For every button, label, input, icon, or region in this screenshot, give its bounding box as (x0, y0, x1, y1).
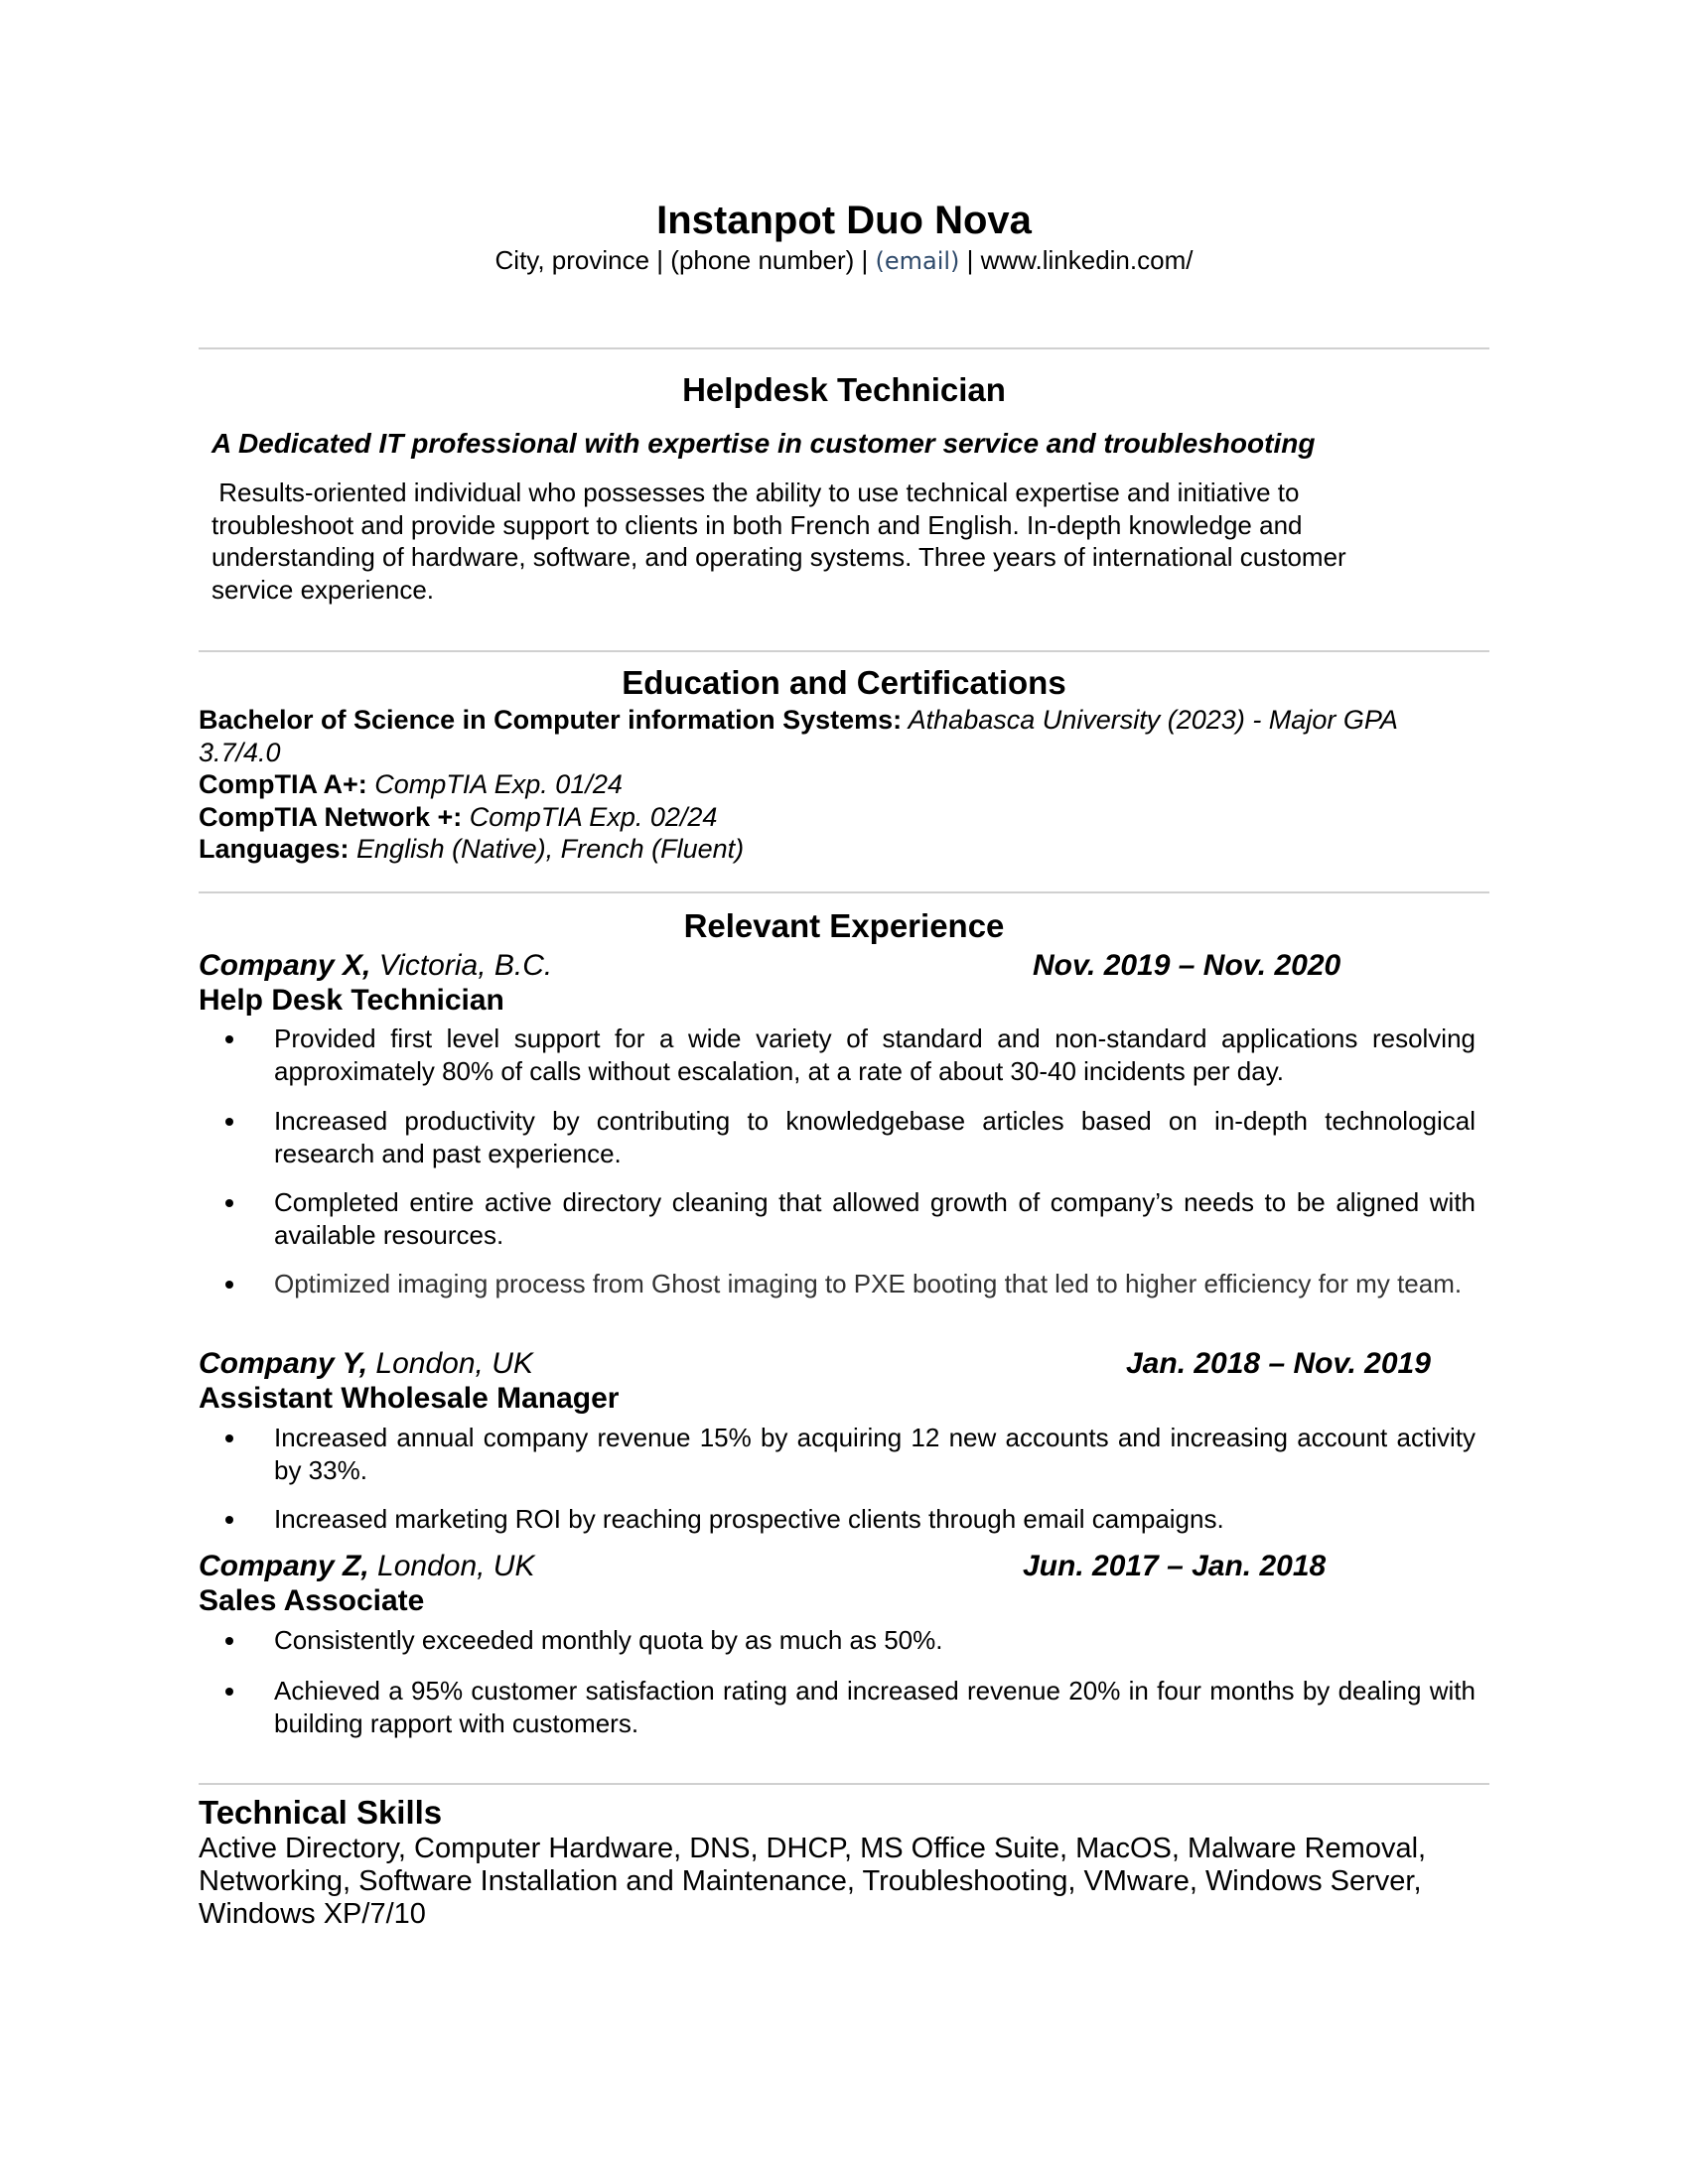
tagline: A Dedicated IT professional with expertise in customer service and troubleshooting (211, 428, 1316, 459)
skills-heading: Technical Skills (199, 1794, 443, 1831)
summary-line: troubleshoot and provide support to clients in both French and English. In-depth knowledge and (211, 509, 1303, 540)
skills-line: Active Directory, Computer Hardware, DNS, DHCP, MS Office Suite, MacOS, Malware Removal, (199, 1833, 1427, 1864)
bullet-icon (225, 1637, 233, 1645)
summary-line: Results-oriented individual who possesses the ability to use technical expertise and initiative to (211, 478, 1300, 507)
skills-list (199, 1833, 1499, 1931)
languages-label: Languages: (199, 834, 350, 864)
summary-line: service experience. (211, 574, 434, 605)
email-link[interactable]: (email) (875, 247, 960, 275)
experience-heading: Relevant Experience (683, 907, 1005, 944)
skills-line: Networking, Software Installation and Maintenance, Troubleshooting, VMware, Windows Server, (199, 1865, 1422, 1897)
company-location: London, UK (368, 1550, 535, 1582)
contact-line (0, 244, 1688, 277)
education-heading: Education and Certifications (622, 664, 1066, 701)
bullet-text: Increased productivity by contributing to knowledgebase articles based on in-depth technological research and past experience. (274, 1106, 1476, 1168)
contact-suffix: | www.linkedin.com/ (959, 245, 1194, 275)
job-role: Sales Associate (199, 1584, 425, 1617)
bullet-icon (225, 1118, 233, 1126)
company-location: London, UK (367, 1347, 533, 1380)
languages-entry (199, 833, 1489, 866)
contact-prefix: City, province | (phone number) | (494, 245, 876, 275)
divider (199, 650, 1489, 652)
bullet-icon (225, 1035, 233, 1043)
degree-entry (199, 704, 1489, 737)
bullet-icon (225, 1688, 233, 1696)
company-label: Company Y, (199, 1347, 368, 1380)
bullet-text: Increased annual company revenue 15% by acquiring 12 new accounts and increasing account activity by 33%. (274, 1423, 1476, 1485)
summary-line: understanding of hardware, software, and operating systems. Three years of international customer (211, 542, 1346, 572)
degree-label: Bachelor of Science in Computer information Systems: (199, 705, 903, 735)
education-list (199, 704, 1489, 866)
bullet-text: Increased marketing ROI by reaching prospective clients through email campaigns. (274, 1504, 1224, 1534)
company-label: Company Z, (199, 1550, 369, 1582)
company-location: Victoria, B.C. (370, 949, 553, 982)
job-dates: Nov. 2019 – Nov. 2020 (1033, 949, 1341, 982)
cert-label: CompTIA A+: (199, 769, 367, 799)
summary-paragraph (211, 477, 1492, 606)
bullet-icon (225, 1434, 233, 1442)
candidate-name: Instanpot Duo Nova (656, 199, 1032, 242)
skills-line: Windows XP/7/10 (199, 1898, 426, 1930)
cert-value: CompTIA Exp. 01/24 (366, 769, 623, 799)
cert-value: CompTIA Exp. 02/24 (462, 801, 718, 832)
divider (199, 891, 1489, 893)
job-target-title: Helpdesk Technician (682, 371, 1006, 408)
job-dates: Jan. 2018 – Nov. 2019 (1126, 1347, 1431, 1380)
job-role: Assistant Wholesale Manager (199, 1382, 620, 1415)
divider (199, 347, 1489, 349)
cert-entry (199, 768, 1489, 801)
degree-value: Athabasca University (2023) - Major GPA (902, 705, 1398, 735)
job-dates: Jun. 2017 – Jan. 2018 (1023, 1550, 1327, 1582)
bullet-icon (225, 1516, 233, 1524)
cert-label: CompTIA Network +: (199, 801, 463, 832)
languages-value: English (Native), French (Fluent) (349, 834, 745, 864)
bullet-text: Optimized imaging process from Ghost imaging to PXE booting that led to higher efficiency for my team. (274, 1269, 1463, 1298)
company-label: Company X, (199, 949, 371, 982)
degree-gpa: 3.7/4.0 (199, 737, 281, 767)
bullet-text: Achieved a 95% customer satisfaction rating and increased revenue 20% in four months by dealing with building rapport with customers. (274, 1676, 1476, 1738)
job-role: Help Desk Technician (199, 984, 504, 1017)
bullet-text: Completed entire active directory cleaning that allowed growth of company’s needs to be aligned with available resources. (274, 1187, 1476, 1250)
bullet-icon (225, 1199, 233, 1207)
divider (199, 1783, 1489, 1785)
bullet-text: Provided first level support for a wide variety of standard and non-standard applications resolving approximately 80% of calls without escalation, at a rate of about 30-40 incidents per day. (274, 1024, 1476, 1086)
company-name (199, 1346, 533, 1382)
bullet-text: Consistently exceeded monthly quota by as much as 50%. (274, 1625, 943, 1655)
company-name (199, 948, 552, 984)
bullet-icon (225, 1281, 233, 1289)
company-name (199, 1549, 534, 1584)
cert-entry (199, 801, 1489, 834)
